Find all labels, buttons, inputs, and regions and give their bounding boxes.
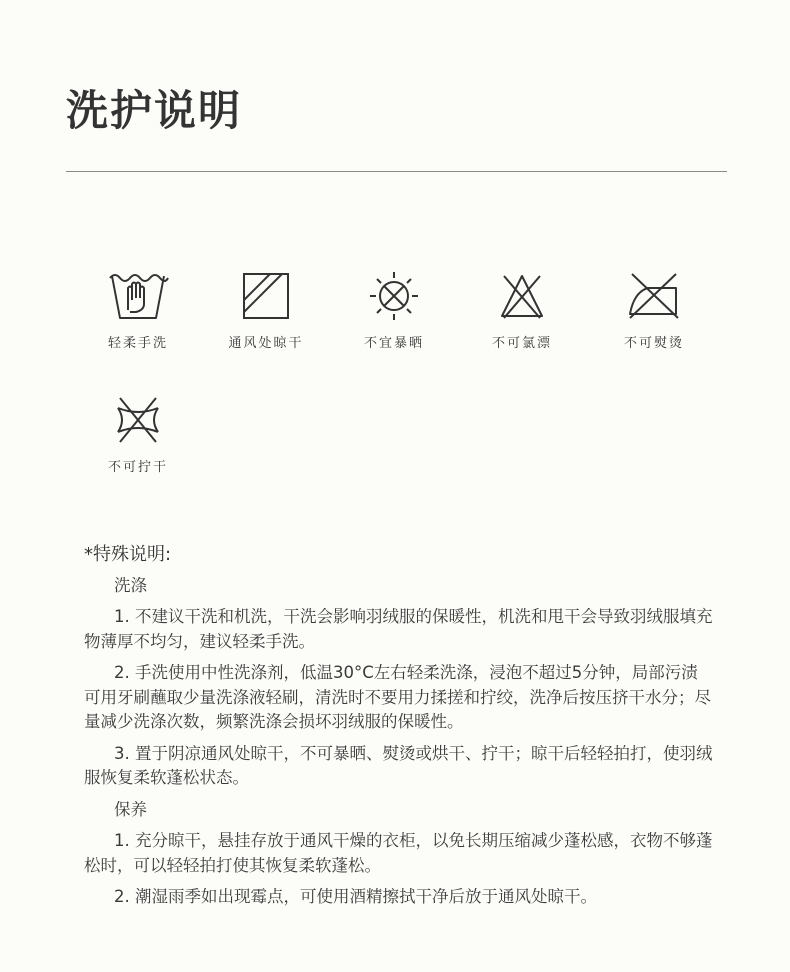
hand-wash-icon [106, 270, 170, 322]
care-item-no-iron [592, 270, 716, 351]
care-instruction: 1. 充分晾干，悬挂存放于通风干燥的衣柜，以免长期压缩减少蓬松感，衣物不够蓬松时，可以轻轻拍打使其恢复柔软蓬松。 [84, 831, 713, 875]
page-title: 洗护说明 [66, 86, 243, 135]
care-item-no-sun [332, 270, 456, 351]
care-item-no-bleach [460, 270, 584, 351]
wash-instruction: 3. 置于阴凉通风处晾干，不可暴晒、熨烫或烘干、拧干；晾干后轻轻拍打，使羽绒服恢复柔软蓬松状态。 [84, 743, 713, 787]
care-label: 通风处晾干 [228, 336, 304, 351]
no-sun-icon [368, 270, 420, 322]
wash-instruction: 1. 不建议干洗和机洗，干洗会影响羽绒服的保暖性，机洗和甩干会导致羽绒服填充物薄厚不均匀，建议轻柔手洗。 [84, 607, 713, 651]
divider [66, 171, 727, 172]
notes-heading: *特殊说明: [84, 544, 172, 565]
care-label: 不宜暴晒 [363, 336, 424, 351]
care-item-hand-wash [76, 270, 200, 351]
wash-section-title: 洗涤 [114, 575, 147, 595]
care-label: 不可熨烫 [623, 336, 684, 351]
no-bleach-icon [496, 270, 548, 322]
wash-instruction: 2. 手洗使用中性洗涤剂，低温30°C左右轻柔洗涤，浸泡不超过5分钟，局部污渍可用牙刷蘸取少量洗涤液轻刷，清洗时不要用力揉搓和拧绞，洗净后按压挤干水分；尽量减少洗涤次数，频繁洗涤会损坏羽绒服的保暖性。 [84, 663, 711, 731]
care-instruction: 2. 潮湿雨季如出现霉点，可使用酒精擦拭干净后放于通风处晾干。 [114, 887, 597, 906]
care-label: 不可拧干 [107, 460, 168, 475]
care-item-no-wring [76, 394, 200, 475]
care-label: 不可氯漂 [491, 336, 552, 351]
care-label: 轻柔手洗 [107, 336, 168, 351]
special-instructions [84, 543, 714, 917]
care-section-title: 保养 [114, 799, 147, 819]
shade-dry-icon [240, 270, 292, 322]
care-item-shade-dry [204, 270, 328, 351]
no-iron-icon [626, 270, 682, 322]
no-wring-icon [112, 394, 164, 446]
